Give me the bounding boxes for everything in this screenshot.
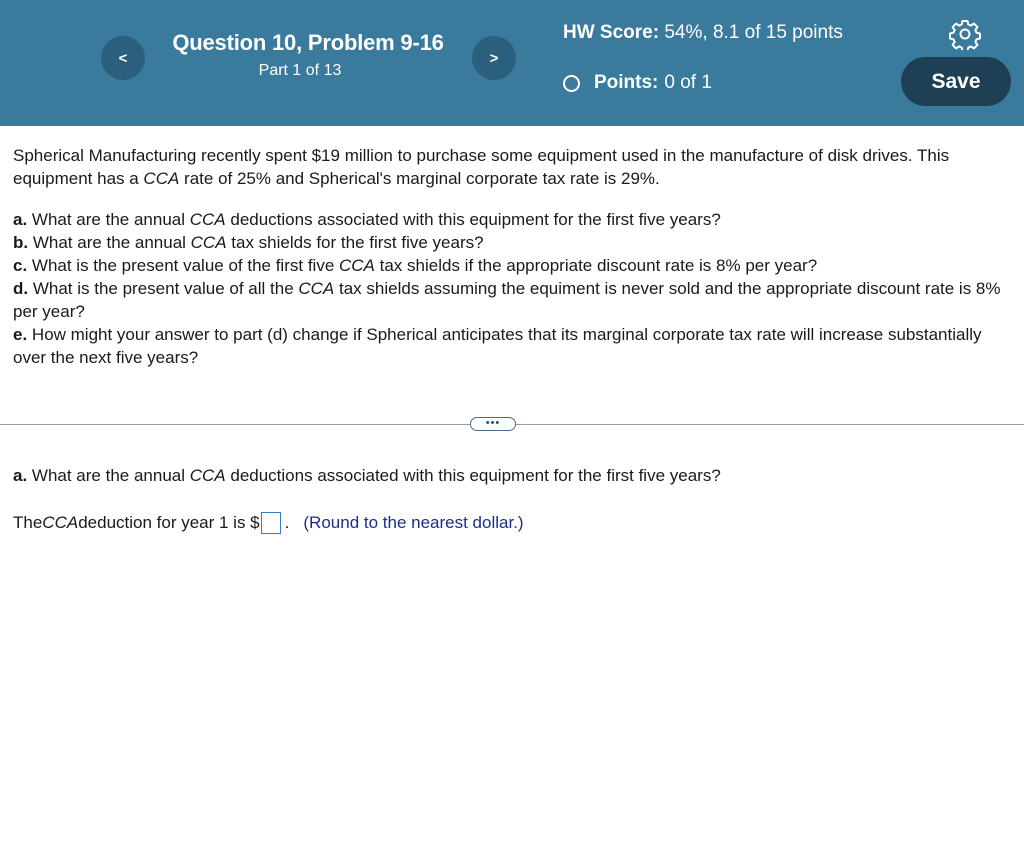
problem-part-a: a. What are the annual CCA deductions associated with this equipment for the first five years? (13, 210, 721, 229)
points-status (563, 72, 712, 94)
hw-score (563, 20, 853, 45)
question-header (0, 0, 1024, 126)
answer-period: . (284, 513, 290, 532)
answer-row: The CCA deduction for year 1 is $ . (Round to the nearest dollar.) (13, 513, 524, 532)
current-part-question: a. What are the annual CCA deductions associated with this equipment for the first five years? (13, 466, 721, 485)
problem-parts (13, 208, 1018, 369)
expand-more-button[interactable]: ••• (470, 417, 516, 431)
circle-icon (563, 75, 580, 92)
problem-intro: Spherical Manufacturing recently spent $19 million to purchase some equipment used in the manufacture of disk drives. This equipment has a CCA rate of 25% and Spherical's marginal corporate tax rate is 29%. (13, 146, 950, 188)
problem-part-b: b. What are the annual CCA tax shields for the first five years? (13, 233, 484, 252)
next-question-button[interactable]: > (472, 36, 516, 80)
question-title: Question 10, Problem 9-16 (172, 30, 444, 55)
hw-score-value: 54%, 8.1 of 15 points (664, 22, 843, 43)
cca-deduction-year1-input[interactable] (261, 512, 281, 534)
save-button[interactable]: Save (901, 57, 1011, 106)
points-value: 0 of 1 (664, 72, 712, 93)
problem-part-e: e. How might your answer to part (d) change if Spherical anticipates that its marginal corporate tax rate will increase substantially over the next five years? (13, 325, 982, 367)
rounding-hint: (Round to the nearest dollar.) (303, 513, 524, 532)
gear-icon[interactable] (949, 18, 981, 50)
problem-part-d: d. What is the present value of all the CCA tax shields assuming the equiment is never sold and the appropriate discount rate is 8% per year? (13, 279, 1001, 321)
problem-statement (13, 144, 1018, 369)
previous-question-button[interactable]: < (101, 36, 145, 80)
points-label: Points: (594, 72, 659, 93)
hw-score-label: HW Score: (563, 22, 660, 43)
problem-part-c: c. What is the present value of the first five CCA tax shields if the appropriate discount rate is 8% per year? (13, 256, 818, 275)
part-indicator: Part 1 of 13 (258, 62, 342, 79)
